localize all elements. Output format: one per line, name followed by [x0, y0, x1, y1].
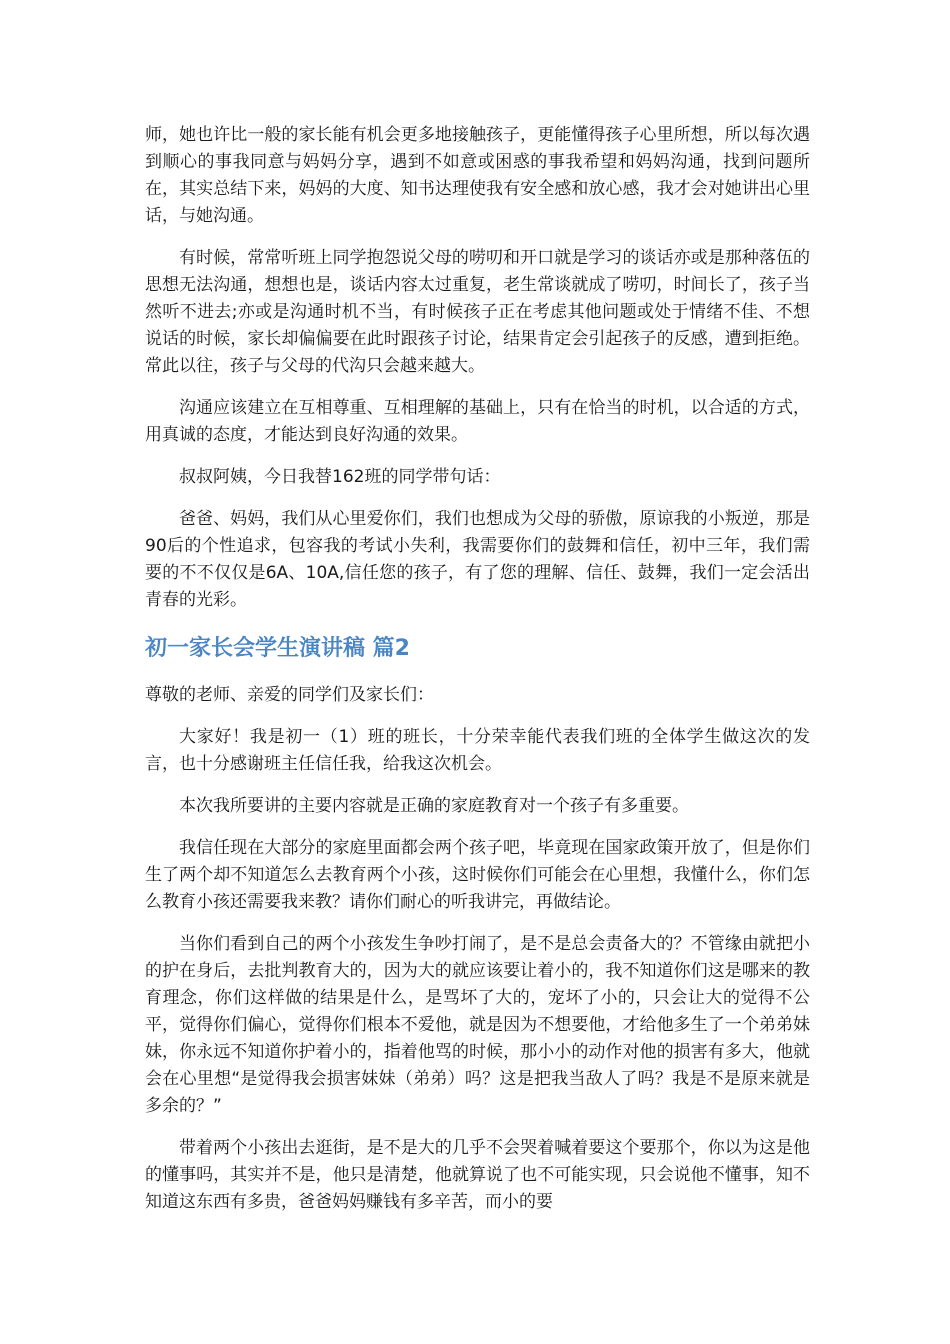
- section-heading: 初一家长会学生演讲稿 篇2: [145, 636, 410, 661]
- section-previous-speech: [145, 122, 810, 614]
- paragraph-sibling-quarrel: 当你们看到自己的两个小孩发生争吵打闹了，是不是总会责备大的？不管缘由就把小的护在身后，去批判教育大的，因为大的就应该要让着小的，我不知道你们这是哪来的教育理念，你们这样做的结果是什么，是骂坏了大的，宠坏了小的，只会让大的觉得不公平，觉得你们偏心，觉得你们根本不爱他，就是因为不想要他，才给他多生了一个弟弟妹妹，你永远不知道你护着小的，指着他骂的时候，那小小的动作对他的损害有多大，他就会在心里想“是觉得我会损害妹妹（弟弟）吗？这是把我当敌人了吗？我是不是原来就是多余的？”: [145, 934, 810, 1116]
- document-page: [145, 122, 810, 1231]
- greeting-line: 尊敬的老师、亲爱的同学们及家长们：: [145, 685, 434, 705]
- paragraph-continuation: 师，她也许比一般的家长能有机会更多地接触孩子，更能懂得孩子心里所想，所以每次遇到顺心的事我同意与妈妈分享，遇到不如意或困惑的事我希望和妈妈沟通，找到问题所在，其实总结下来，妈妈的大度、知书达理使我有安全感和放心感，我才会对她讲出心里话，与她沟通。: [145, 125, 810, 226]
- paragraph-shopping: 带着两个小孩出去逛街，是不是大的几乎不会哭着喊着要这个要那个，你以为这是他的懂事吗，其实并不是，他只是清楚，他就算说了也不可能实现，只会说他不懂事，知不知道这东西有多贵，爸爸妈妈赚钱有多辛苦，而小的要: [145, 1138, 810, 1212]
- paragraph-parent-nagging: 有时候，常常听班上同学抱怨说父母的唠叨和开口就是学习的谈话亦或是那种落伍的思想无法沟通，想想也是，谈话内容太过重复，老生常谈就成了唠叨，时间长了，孩子当然听不进去;亦或是沟通时机不当，有时候孩子正在考虑其他问题或处于情绪不佳、不想说话的时候，家长却偏偏要在此时跟孩子讨论，结果肯定会引起孩子的反感，遭到拒绝。常此以往，孩子与父母的代沟只会越来越大。: [145, 248, 810, 376]
- paragraph-communication-basis: 沟通应该建立在互相尊重、互相理解的基础上，只有在恰当的时机，以合适的方式，用真诚的态度，才能达到良好沟通的效果。: [145, 398, 810, 445]
- paragraph-introduction: 大家好！我是初一（1）班的班长，十分荣幸能代表我们班的全体学生做这次的发言，也十分感谢班主任信任我，给我这次机会。: [145, 727, 810, 774]
- section-speech-2: [145, 632, 810, 1216]
- paragraph-message-intro: 叔叔阿姨，今日我替162班的同学带句话：: [179, 467, 501, 487]
- paragraph-message-to-parents: 爸爸、妈妈，我们从心里爱你们，我们也想成为父母的骄傲，原谅我的小叛逆，那是90后的个性追求，包容我的考试小失利，我需要你们的鼓舞和信任，初中三年，我们需要的不不仅仅是6A、10A,信任您的孩子，有了您的理解、信任、鼓舞，我们一定会活出青春的光彩。: [145, 509, 810, 610]
- paragraph-topic: 本次我所要讲的主要内容就是正确的家庭教育对一个孩子有多重要。: [179, 796, 689, 816]
- paragraph-two-children: 我信任现在大部分的家庭里面都会两个孩子吧，毕竟现在国家政策开放了，但是你们生了两个却不知道怎么去教育两个小孩，这时候你们可能会在心里想，我懂什么，你们怎么教育小孩还需要我来教？请你们耐心的听我讲完，再做结论。: [145, 838, 810, 912]
